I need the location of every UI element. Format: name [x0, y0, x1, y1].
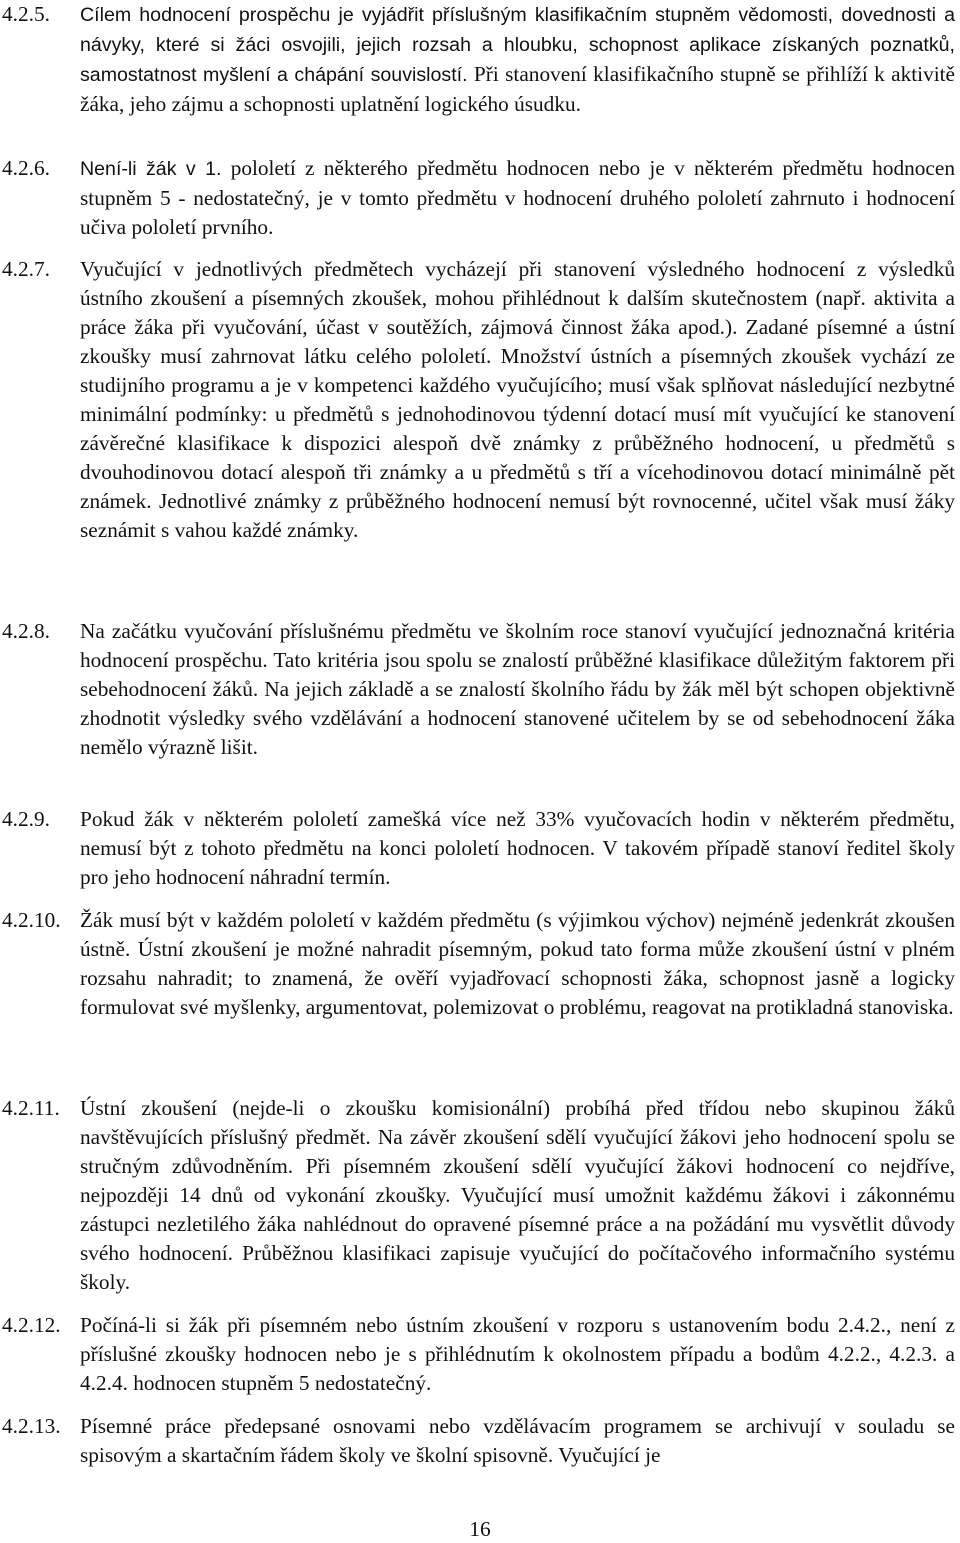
section-text: [80, 154, 955, 242]
section-number: 4.2.10.: [2, 908, 61, 932]
section-text: Na začátku vyučování příslušnému předmětu ve školním roce stanoví vyučující jednoznačná kritéria hodnocení prospěchu. Tato kritéria jsou spolu se znalostí průběžné klasifikace důležitým faktorem při sebehodnocení žáků. Na jejich základě a se znalostí školního řádu by žák měl být schopen objektivně zhodnotit výsledky svého vzdělávání a hodnocení stanovené učitelem by se od sebehodnocení žáka nemělo výrazně lišit.: [80, 619, 955, 759]
section-4-2-11: [0, 1094, 955, 1297]
section-text-sans: Cílem hodnocení prospěchu je vyjádřit příslušným klasifikačním stupněm vědomosti, dovednosti a návyky, které si žáci osvojili, jejich rozsah a hloubku, schopnost aplikace získaných poznatků, samostatnost myšlení a chápání souvislostí.: [80, 4, 955, 86]
section-4-2-10: [0, 906, 955, 1022]
section-text-serif: pololetí z některého předmětu hodnocen nebo je v některém předmětu hodnocen stupněm 5 - nedostatečný, je v tomto předmětu v hodnocení druhého pololetí zahrnuto i hodnocení učiva pololetí prvního.: [80, 156, 955, 239]
section-number: 4.2.13.: [2, 1414, 61, 1438]
section-number: 4.2.5.: [2, 2, 50, 26]
section-4-2-12: [0, 1311, 955, 1398]
section-number: 4.2.11.: [2, 1096, 60, 1120]
section-text: Pokud žák v některém pololetí zamešká více než 33% vyučovacích hodin v některém předmětu, nemusí být z tohoto předmětu na konci pololetí hodnocen. V takovém případě stanoví ředitel školy pro jeho hodnocení náhradní termín.: [80, 807, 955, 889]
page-number: 16: [469, 1517, 491, 1541]
section-number: 4.2.6.: [2, 156, 50, 180]
section-4-2-9: [0, 805, 955, 892]
section-text: Žák musí být v každém pololetí v každém předmětu (s výjimkou výchov) nejméně jedenkrát zkoušen ústně. Ústní zkoušení je možné nahradit písemným, pokud tato forma může zkoušení ústní v plném rozsahu nahradit; to znamená, že ověří vyjadřovací schopnosti žáka, schopnost jasně a logicky formulovat své myšlenky, argumentovat, polemizovat o problému, reagovat na protikladná stanoviska.: [80, 908, 955, 1019]
section-number: 4.2.12.: [2, 1313, 61, 1337]
section-4-2-5: [0, 0, 955, 119]
section-text-sans: Není-li žák v 1.: [80, 158, 222, 180]
section-4-2-13: [0, 1412, 955, 1470]
section-number: 4.2.9.: [2, 807, 50, 831]
section-4-2-7: [0, 255, 955, 545]
section-text: Vyučující v jednotlivých předmětech vycházejí při stanovení výsledného hodnocení z výsledků ústního zkoušení a písemných zkoušek, mohou přihlédnout k dalším skutečnostem (např. aktivita a práce žáka při vyučování, účast v soutěžích, zájmová činnost žáka apod.). Zadané písemné a ústní zkoušky musí zahrnovat látku celého pololetí. Množství ústních a písemných zkoušek vychází ze studijního programu a je v kompetenci každého vyučujícího; musí však splňovat následující nezbytné minimální podmínky: u předmětů s jednohodinovou týdenní dotací musí mít vyučující ke stanovení závěrečné klasifikace k dispozici alespoň dvě známky z průběžného hodnocení, u předmětů s dvouhodinovou dotací alespoň tři známky a u předmětů s tří a vícehodinovou dotací minimálně pět známek. Jednotlivé známky z průběžného hodnocení nemusí být rovnocenné, učitel však musí žáky seznámit s vahou každé známky.: [80, 257, 955, 542]
section-text: Počíná-li si žák při písemném nebo ústním zkoušení v rozporu s ustanovením bodu 2.4.2., není z příslušné zkoušky hodnocen nebo je s přihlédnutím k okolnostem případu a bodům 4.2.2., 4.2.3. a 4.2.4. hodnocen stupněm 5 nedostatečný.: [80, 1313, 955, 1395]
section-number: 4.2.7.: [2, 257, 50, 281]
section-text: [80, 0, 955, 119]
section-4-2-8: [0, 617, 955, 762]
section-text-serif: Při stanovení klasifikačního stupně se přihlíží k aktivitě žáka, jeho zájmu a schopnosti uplatnění logického úsudku.: [80, 62, 955, 116]
section-4-2-6: [0, 154, 955, 242]
section-number: 4.2.8.: [2, 619, 50, 643]
section-text: Písemné práce předepsané osnovami nebo vzdělávacím programem se archivují v souladu se spisovým a skartačním řádem školy ve školní spisovně. Vyučující je: [80, 1414, 955, 1467]
section-text: Ústní zkoušení (nejde-li o zkoušku komisionální) probíhá před třídou nebo skupinou žáků navštěvujících příslušný předmět. Na závěr zkoušení sdělí vyučující žákovi jeho hodnocení spolu se stručným zdůvodněním. Při písemném zkoušení sdělí vyučující žákovi hodnocení co nejdříve, nejpozději 14 dnů od vykonání zkoušky. Vyučující musí umožnit každému žákovi i zákonnému zástupci nezletilého žáka nahlédnout do opravené písemné práce a na požádání mu vysvětlit důvody svého hodnocení. Průběžnou klasifikaci zapisuje vyučující do počítačového informačního systému školy.: [80, 1096, 955, 1294]
